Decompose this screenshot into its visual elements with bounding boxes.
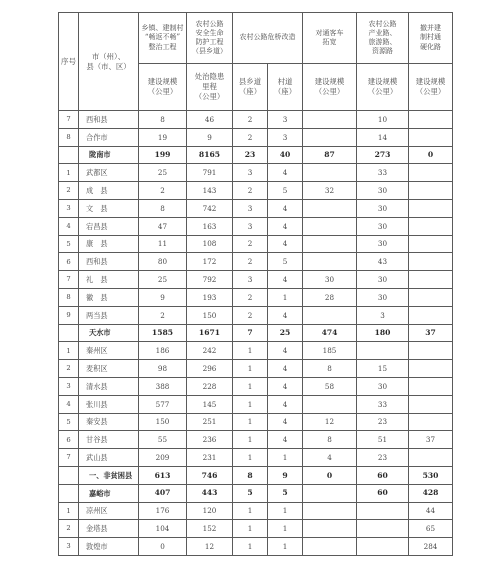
cell-hazard-mileage: 296	[187, 360, 233, 378]
cell-village-bridges: 4	[268, 395, 303, 413]
cell-village-bridges: 4	[268, 271, 303, 289]
cell-village-scale	[409, 253, 453, 271]
cell-region-name: 麦积区	[79, 360, 139, 378]
cell-village-bridges: 4	[268, 413, 303, 431]
cell-bus-scale: 58	[303, 377, 357, 395]
table-row	[59, 164, 453, 182]
cell-bus-scale	[303, 538, 357, 556]
cell-region-name: 两当县	[79, 306, 139, 324]
cell-village-scale: 37	[409, 431, 453, 449]
cell-county-bridges: 1	[233, 360, 268, 378]
header-group-bridges: 农村公路危桥改造	[233, 13, 303, 64]
cell-village-scale: 0	[409, 146, 453, 164]
cell-industry-scale: 30	[357, 182, 409, 200]
table-row	[59, 288, 453, 306]
cell-village-bridges: 1	[268, 520, 303, 538]
cell-industry-scale: 30	[357, 235, 409, 253]
cell-hazard-mileage: 242	[187, 342, 233, 360]
header-group-safety: 农村公路 安全生命 防护工程 （县乡道）	[187, 13, 233, 64]
cell-index	[59, 484, 79, 502]
header-region: 市（州）、 县（市、区）	[79, 13, 139, 111]
cell-bus-scale	[303, 128, 357, 146]
cell-region-name: 张川县	[79, 395, 139, 413]
cell-index: 5	[59, 413, 79, 431]
cell-village-bridges: 1	[268, 502, 303, 520]
cell-bus-scale: 185	[303, 342, 357, 360]
cell-index: 8	[59, 128, 79, 146]
cell-county-bridges: 1	[233, 395, 268, 413]
table-row	[59, 520, 453, 538]
cell-industry-scale: 60	[357, 484, 409, 502]
cell-village-scale: 37	[409, 324, 453, 342]
cell-village-scale	[409, 182, 453, 200]
cell-scale: 407	[139, 484, 187, 502]
table-row	[59, 431, 453, 449]
cell-industry-scale: 273	[357, 146, 409, 164]
cell-village-bridges: 1	[268, 538, 303, 556]
cell-scale: 19	[139, 128, 187, 146]
cell-village-scale	[409, 235, 453, 253]
cell-bus-scale	[303, 217, 357, 235]
cell-village-bridges: 3	[268, 128, 303, 146]
cell-village-scale: 65	[409, 520, 453, 538]
cell-region-name: 徽 县	[79, 288, 139, 306]
cell-village-bridges: 40	[268, 146, 303, 164]
cell-scale: 8	[139, 111, 187, 129]
cell-region-name: 一、非贫困县	[79, 466, 139, 484]
cell-village-scale	[409, 217, 453, 235]
cell-village-scale	[409, 164, 453, 182]
cell-scale: 388	[139, 377, 187, 395]
cell-county-bridges: 2	[233, 235, 268, 253]
construction-table	[58, 12, 453, 556]
cell-index: 8	[59, 288, 79, 306]
cell-index: 4	[59, 217, 79, 235]
cell-county-bridges: 2	[233, 182, 268, 200]
table-row	[59, 377, 453, 395]
cell-scale: 8	[139, 199, 187, 217]
cell-index: 2	[59, 182, 79, 200]
cell-industry-scale: 30	[357, 377, 409, 395]
subheader-bus-scale: 建设规模 （公里）	[303, 64, 357, 111]
cell-region-name: 甘谷县	[79, 431, 139, 449]
cell-village-bridges: 5	[268, 182, 303, 200]
cell-scale: 577	[139, 395, 187, 413]
cell-index	[59, 324, 79, 342]
cell-bus-scale: 474	[303, 324, 357, 342]
cell-index: 9	[59, 306, 79, 324]
cell-index: 1	[59, 502, 79, 520]
cell-county-bridges: 1	[233, 449, 268, 467]
cell-region-name: 武都区	[79, 164, 139, 182]
cell-scale: 47	[139, 217, 187, 235]
cell-industry-scale: 180	[357, 324, 409, 342]
cell-hazard-mileage: 150	[187, 306, 233, 324]
cell-village-bridges: 5	[268, 484, 303, 502]
cell-county-bridges: 8	[233, 466, 268, 484]
cell-region-name: 秦安县	[79, 413, 139, 431]
cell-scale: 186	[139, 342, 187, 360]
cell-region-name: 嘉峪市	[79, 484, 139, 502]
cell-region-name: 清水县	[79, 377, 139, 395]
cell-village-scale	[409, 128, 453, 146]
cell-village-scale	[409, 306, 453, 324]
cell-county-bridges: 2	[233, 253, 268, 271]
cell-county-bridges: 1	[233, 377, 268, 395]
cell-scale: 55	[139, 431, 187, 449]
cell-county-bridges: 2	[233, 306, 268, 324]
cell-index	[59, 466, 79, 484]
cell-hazard-mileage: 152	[187, 520, 233, 538]
table-row	[59, 538, 453, 556]
cell-region-name: 宕昌县	[79, 217, 139, 235]
cell-village-scale: 44	[409, 502, 453, 520]
cell-index: 6	[59, 253, 79, 271]
cell-industry-scale: 30	[357, 217, 409, 235]
cell-hazard-mileage: 120	[187, 502, 233, 520]
cell-region-name: 文 县	[79, 199, 139, 217]
cell-village-bridges: 4	[268, 306, 303, 324]
cell-hazard-mileage: 172	[187, 253, 233, 271]
cell-industry-scale: 43	[357, 253, 409, 271]
table-container	[58, 12, 452, 556]
cell-scale: 209	[139, 449, 187, 467]
cell-village-bridges: 25	[268, 324, 303, 342]
subtotal-row	[59, 324, 453, 342]
cell-village-bridges: 3	[268, 111, 303, 129]
cell-bus-scale	[303, 395, 357, 413]
cell-index: 1	[59, 342, 79, 360]
cell-bus-scale: 8	[303, 431, 357, 449]
cell-village-scale	[409, 449, 453, 467]
cell-bus-scale: 0	[303, 466, 357, 484]
cell-village-scale	[409, 271, 453, 289]
cell-hazard-mileage: 236	[187, 431, 233, 449]
cell-county-bridges: 23	[233, 146, 268, 164]
cell-county-bridges: 1	[233, 502, 268, 520]
cell-county-bridges: 3	[233, 271, 268, 289]
cell-village-bridges: 4	[268, 431, 303, 449]
cell-county-bridges: 1	[233, 413, 268, 431]
cell-bus-scale	[303, 520, 357, 538]
cell-village-scale: 530	[409, 466, 453, 484]
cell-hazard-mileage: 746	[187, 466, 233, 484]
cell-scale: 11	[139, 235, 187, 253]
cell-village-bridges: 1	[268, 449, 303, 467]
cell-scale: 9	[139, 288, 187, 306]
table-row	[59, 253, 453, 271]
table-row	[59, 502, 453, 520]
cell-hazard-mileage: 108	[187, 235, 233, 253]
cell-county-bridges: 1	[233, 342, 268, 360]
cell-village-scale: 428	[409, 484, 453, 502]
cell-hazard-mileage: 251	[187, 413, 233, 431]
cell-bus-scale: 30	[303, 271, 357, 289]
cell-index: 7	[59, 271, 79, 289]
cell-hazard-mileage: 228	[187, 377, 233, 395]
cell-industry-scale	[357, 502, 409, 520]
cell-village-bridges: 4	[268, 217, 303, 235]
cell-hazard-mileage: 231	[187, 449, 233, 467]
table-row	[59, 360, 453, 378]
cell-industry-scale: 51	[357, 431, 409, 449]
cell-index: 1	[59, 164, 79, 182]
subtotal-row	[59, 146, 453, 164]
table-row	[59, 111, 453, 129]
cell-village-scale	[409, 288, 453, 306]
cell-region-name: 合作市	[79, 128, 139, 146]
cell-index: 7	[59, 449, 79, 467]
subheader-scale: 建设规模 （公里）	[139, 64, 187, 111]
cell-village-scale	[409, 377, 453, 395]
cell-village-bridges: 4	[268, 164, 303, 182]
cell-bus-scale	[303, 111, 357, 129]
table-row	[59, 395, 453, 413]
cell-county-bridges: 1	[233, 538, 268, 556]
header-group-reconstruction: 乡镇、建制村 “畅返不畅” 整治工程	[139, 13, 187, 64]
header-index: 序号	[59, 13, 79, 111]
cell-village-bridges: 9	[268, 466, 303, 484]
cell-county-bridges: 1	[233, 431, 268, 449]
cell-village-bridges: 4	[268, 199, 303, 217]
cell-scale: 613	[139, 466, 187, 484]
table-row	[59, 449, 453, 467]
cell-county-bridges: 2	[233, 111, 268, 129]
cell-industry-scale: 15	[357, 360, 409, 378]
cell-industry-scale: 23	[357, 413, 409, 431]
cell-hazard-mileage: 163	[187, 217, 233, 235]
cell-scale: 104	[139, 520, 187, 538]
table-row	[59, 413, 453, 431]
cell-index: 4	[59, 395, 79, 413]
cell-region-name: 天水市	[79, 324, 139, 342]
cell-village-scale: 284	[409, 538, 453, 556]
cell-village-scale	[409, 342, 453, 360]
cell-hazard-mileage: 791	[187, 164, 233, 182]
subheader-county-road-bridges: 县乡道 （座）	[233, 64, 268, 111]
cell-bus-scale: 12	[303, 413, 357, 431]
subheader-hazard-mileage: 处治隐患 里程 （公里）	[187, 64, 233, 111]
cell-index: 7	[59, 111, 79, 129]
cell-village-bridges: 4	[268, 342, 303, 360]
cell-bus-scale	[303, 164, 357, 182]
cell-village-bridges: 4	[268, 360, 303, 378]
cell-index: 5	[59, 235, 79, 253]
cell-village-scale	[409, 413, 453, 431]
subheader-village-scale: 建设规模 （公里）	[409, 64, 453, 111]
cell-village-bridges: 4	[268, 235, 303, 253]
cell-scale: 0	[139, 538, 187, 556]
cell-bus-scale: 8	[303, 360, 357, 378]
header-group-merged-villages: 撤并建 制村通 硬化路	[409, 13, 453, 64]
subtotal-row	[59, 466, 453, 484]
cell-village-bridges: 5	[268, 253, 303, 271]
cell-bus-scale	[303, 502, 357, 520]
cell-industry-scale: 33	[357, 395, 409, 413]
cell-industry-scale	[357, 538, 409, 556]
cell-scale: 176	[139, 502, 187, 520]
cell-region-name: 礼 县	[79, 271, 139, 289]
cell-bus-scale: 32	[303, 182, 357, 200]
cell-bus-scale: 87	[303, 146, 357, 164]
cell-bus-scale	[303, 484, 357, 502]
cell-region-name: 陇南市	[79, 146, 139, 164]
cell-industry-scale: 23	[357, 449, 409, 467]
cell-industry-scale: 33	[357, 164, 409, 182]
cell-index: 6	[59, 431, 79, 449]
cell-scale: 2	[139, 182, 187, 200]
cell-industry-scale: 30	[357, 271, 409, 289]
cell-village-scale	[409, 199, 453, 217]
cell-hazard-mileage: 742	[187, 199, 233, 217]
cell-hazard-mileage: 193	[187, 288, 233, 306]
cell-scale: 1585	[139, 324, 187, 342]
cell-index: 2	[59, 520, 79, 538]
cell-village-bridges: 1	[268, 288, 303, 306]
table-row	[59, 199, 453, 217]
table-row	[59, 182, 453, 200]
cell-scale: 80	[139, 253, 187, 271]
header-group-bus-widening: 对通客车 拓宽	[303, 13, 357, 64]
cell-hazard-mileage: 9	[187, 128, 233, 146]
cell-region-name: 武山县	[79, 449, 139, 467]
cell-region-name: 成 县	[79, 182, 139, 200]
cell-county-bridges: 5	[233, 484, 268, 502]
cell-bus-scale	[303, 306, 357, 324]
cell-county-bridges: 2	[233, 288, 268, 306]
cell-hazard-mileage: 1671	[187, 324, 233, 342]
cell-hazard-mileage: 145	[187, 395, 233, 413]
cell-village-bridges: 4	[268, 377, 303, 395]
cell-industry-scale: 30	[357, 199, 409, 217]
cell-industry-scale	[357, 520, 409, 538]
cell-village-scale	[409, 111, 453, 129]
cell-scale: 150	[139, 413, 187, 431]
cell-region-name: 敦煌市	[79, 538, 139, 556]
cell-region-name: 金塔县	[79, 520, 139, 538]
cell-county-bridges: 7	[233, 324, 268, 342]
cell-village-scale	[409, 360, 453, 378]
cell-region-name: 康 县	[79, 235, 139, 253]
table-row	[59, 342, 453, 360]
table-row	[59, 235, 453, 253]
cell-industry-scale: 14	[357, 128, 409, 146]
cell-hazard-mileage: 792	[187, 271, 233, 289]
cell-hazard-mileage: 443	[187, 484, 233, 502]
cell-scale: 2	[139, 306, 187, 324]
cell-region-name: 西和县	[79, 253, 139, 271]
cell-index: 3	[59, 199, 79, 217]
cell-hazard-mileage: 143	[187, 182, 233, 200]
table-row	[59, 271, 453, 289]
cell-scale: 25	[139, 164, 187, 182]
table-row	[59, 217, 453, 235]
cell-industry-scale	[357, 342, 409, 360]
cell-index	[59, 146, 79, 164]
cell-region-name: 西和县	[79, 111, 139, 129]
cell-scale: 98	[139, 360, 187, 378]
subheader-village-road-bridges: 村道 （座）	[268, 64, 303, 111]
cell-county-bridges: 1	[233, 520, 268, 538]
cell-county-bridges: 3	[233, 217, 268, 235]
cell-industry-scale: 30	[357, 288, 409, 306]
cell-region-name: 秦州区	[79, 342, 139, 360]
cell-hazard-mileage: 46	[187, 111, 233, 129]
cell-scale: 25	[139, 271, 187, 289]
cell-bus-scale	[303, 253, 357, 271]
cell-county-bridges: 2	[233, 128, 268, 146]
cell-bus-scale: 28	[303, 288, 357, 306]
table-row	[59, 306, 453, 324]
subheader-industry-scale: 建设规模 （公里）	[357, 64, 409, 111]
cell-village-scale	[409, 395, 453, 413]
table-row	[59, 128, 453, 146]
cell-industry-scale: 3	[357, 306, 409, 324]
cell-bus-scale	[303, 199, 357, 217]
cell-bus-scale: 4	[303, 449, 357, 467]
cell-index: 2	[59, 360, 79, 378]
cell-county-bridges: 3	[233, 199, 268, 217]
cell-industry-scale: 60	[357, 466, 409, 484]
header-group-industry-roads: 农村公路 产业路、 旅游路、 资源路	[357, 13, 409, 64]
cell-region-name: 凉州区	[79, 502, 139, 520]
cell-index: 3	[59, 377, 79, 395]
cell-hazard-mileage: 8165	[187, 146, 233, 164]
cell-industry-scale: 10	[357, 111, 409, 129]
cell-index: 3	[59, 538, 79, 556]
header-row-1	[59, 13, 453, 64]
cell-scale: 199	[139, 146, 187, 164]
cell-county-bridges: 3	[233, 164, 268, 182]
cell-bus-scale	[303, 235, 357, 253]
subtotal-row	[59, 484, 453, 502]
cell-hazard-mileage: 12	[187, 538, 233, 556]
